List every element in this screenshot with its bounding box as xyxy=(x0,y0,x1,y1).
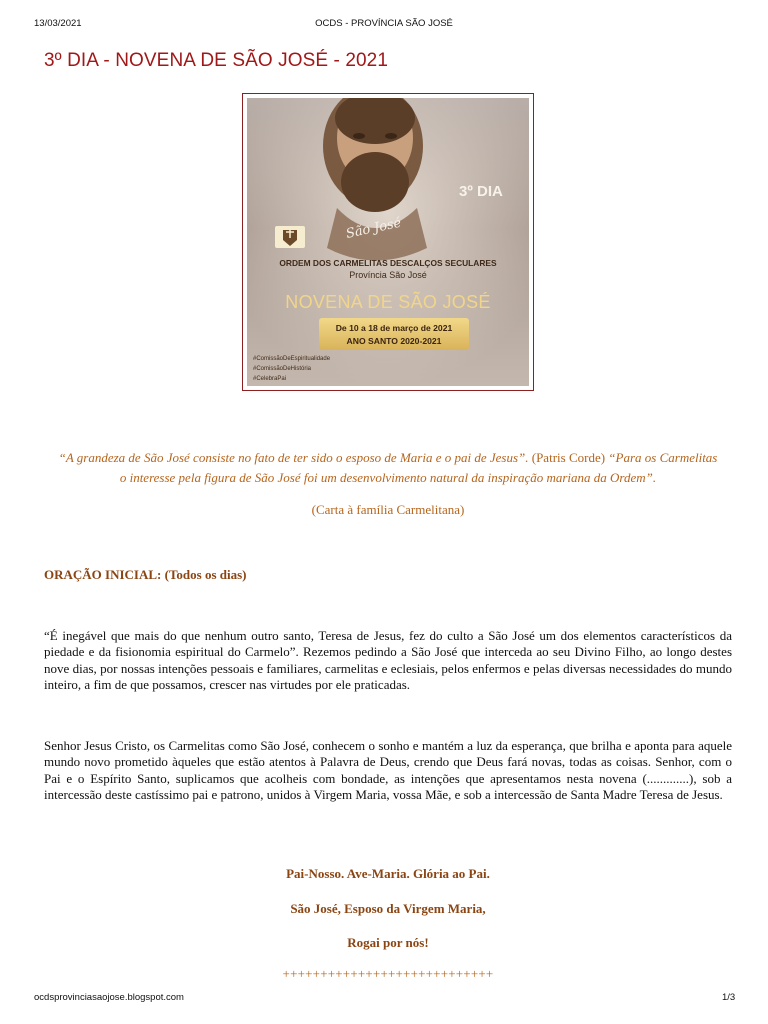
banner-novena-title: NOVENA DE SÃO JOSÉ xyxy=(285,292,491,312)
prayer-line: Rogai por nós! xyxy=(347,935,429,950)
banner-hashtag: #ComissãoDeHistória xyxy=(253,366,312,372)
separator-line: ++++++++++++++++++++++++++++ xyxy=(282,966,494,981)
banner-province: Província São José xyxy=(349,270,427,280)
quote-text-1: “A grandeza de São José consiste no fato de ter sido o esposo de Maria e o pai de Jesus”. xyxy=(58,450,529,465)
prayer-line: São José, Esposo da Virgem Maria, xyxy=(290,901,486,916)
post-title[interactable]: 3º DIA - NOVENA DE SÃO JOSÉ - 2021 xyxy=(44,50,389,71)
page-number: 1/3 xyxy=(722,992,736,1003)
banner-org-line: ORDEM DOS CARMELITAS DESCALÇOS SECULARES xyxy=(279,258,497,268)
banner-hashtag: #CelebraPai xyxy=(253,376,287,382)
banner-holy-year: ANO SANTO 2020-2021 xyxy=(346,336,442,346)
banner-signature: São José xyxy=(344,215,403,242)
banner-day-label: 3º DIA xyxy=(459,183,503,200)
banner-dates: De 10 a 18 de março de 2021 xyxy=(335,323,453,333)
print-date: 13/03/2021 xyxy=(34,18,82,29)
section-heading: ORAÇÃO INICIAL: (Todos os dias) xyxy=(44,567,247,582)
banner-hashtag: #ComissãoDeEspiritualidade xyxy=(253,356,331,362)
quote-attribution: (Patris Corde) xyxy=(531,450,606,465)
footer-url: ocdsprovinciasaojose.blogspot.com xyxy=(34,992,184,1003)
prayer-line: Pai-Nosso. Ave-Maria. Glória ao Pai. xyxy=(286,866,490,881)
paragraph-intro: “É inegável que mais do que nenhum outro santo, Teresa de Jesus, fez do culto a São José um dos elementos característicos da piedade e da fisionomia espiritual do Carmelo”. Rezemos pedindo a São José que interceda ao seu Divino Filho, ao longo destes nove dias, por nossas intenções pessoais e familiares, carmelitas e eclesiais, pelos enfermos e pelas diversas necessidades do mundo inteiro, a fim de que possamos, crescer nas virtudes por ele praticadas. xyxy=(44,628,732,692)
quote-text-2: “Para os Carmelitas o interesse pela figura de São José foi um desenvolvimento natural da inspiração mariana da Ordem”. xyxy=(119,450,718,485)
banner-artwork xyxy=(247,98,529,386)
novena-banner-image xyxy=(242,93,534,391)
quote-source: (Carta à família Carmelitana) xyxy=(311,502,465,517)
paragraph-prayer: Senhor Jesus Cristo, os Carmelitas como São José, conhecem o sonho e mantém a luz da esperança, que brilha e aponta para aquele mundo novo prometido àqueles que estão atentos à Palavra de Deus, crendo que Deus fará novas, todas as coisas. Senhor, com o Pai e o Espírito Santo, suplicamos que acolheis com bondade, as intenções que apresentamos nesta novena (.............), sob a intercessão deste castíssimo pai e patrono, unidos à Virgem Maria, vossa Mãe, e sob a intercessão de Santa Madre Teresa de Jesus. xyxy=(44,738,732,802)
opening-quote xyxy=(56,448,720,488)
site-title: OCDS - PROVÍNCIA SÃO JOSÉ xyxy=(315,18,453,29)
carmelite-crest-icon xyxy=(275,226,305,248)
